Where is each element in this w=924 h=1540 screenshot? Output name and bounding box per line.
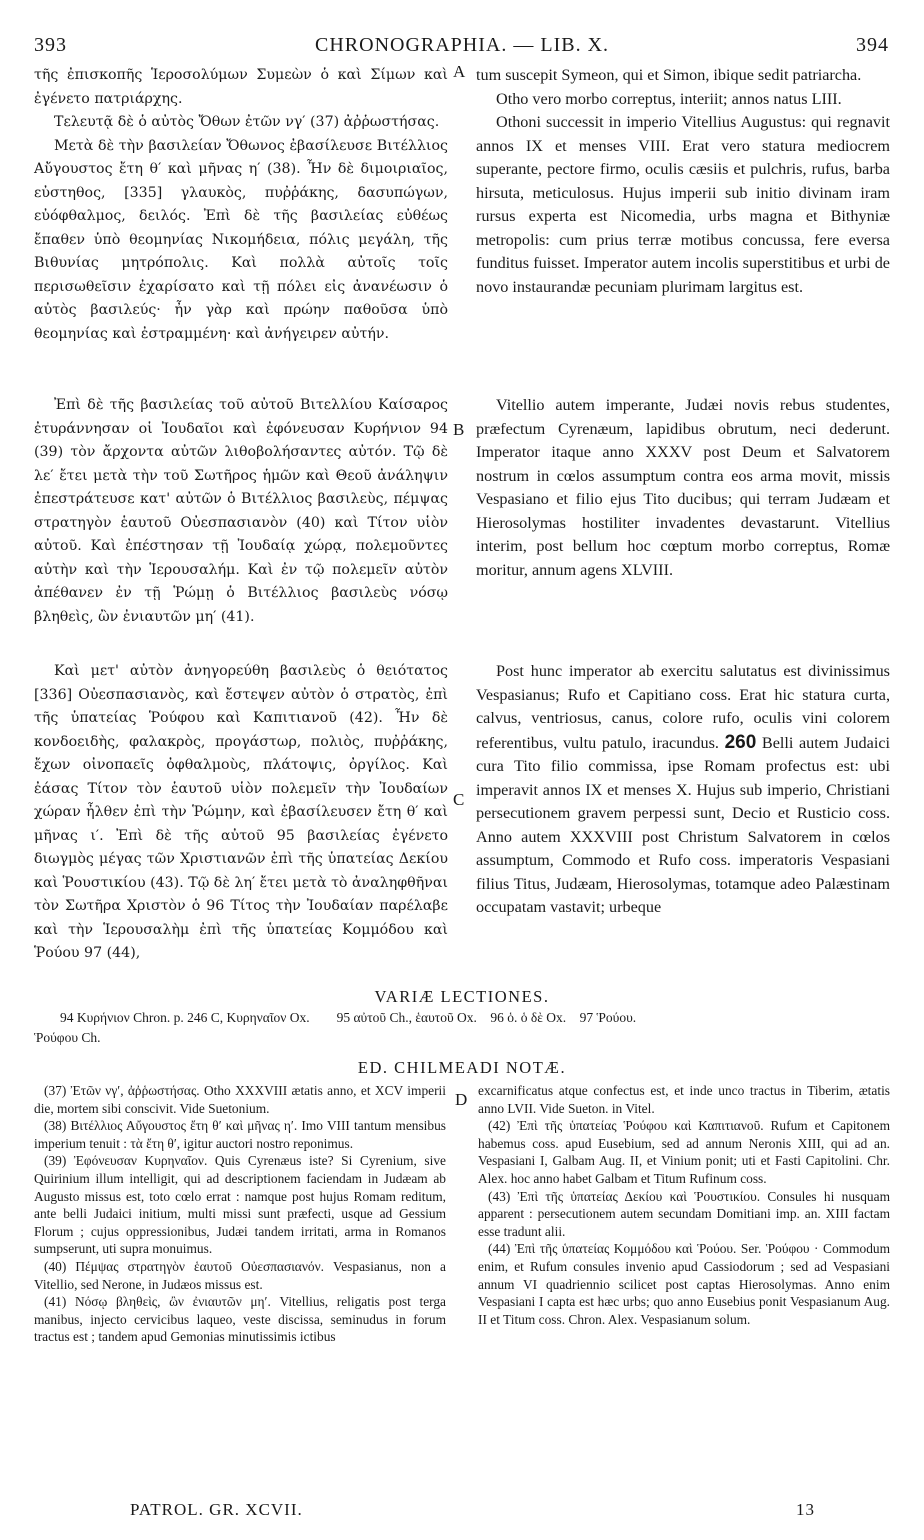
notes-column-left: [34, 1082, 446, 1346]
running-title: CHRONOGRAPHIA. — LIB. X.: [315, 34, 610, 56]
footer-volume: PATROL. GR. XCVII.: [130, 1500, 303, 1519]
latin-paragraph: tum suscepit Symeon, qui et Simon, ibique sedit patriarcha.: [476, 66, 862, 84]
latin-text: Post hunc imperator ab exercitu salutatus est divinissimus Vespasianus; Rufo et Capitiano coss. Erat hic statura curta, calvus, ventriosus, canus, colore rufo, oculis vini colorem referentibus, vultu patulo, iracundus.: [476, 662, 890, 752]
margin-marker-d: D: [455, 1090, 468, 1109]
greek-paragraph: Ἐπὶ δὲ τῆς βασιλείας τοῦ αὐτοῦ Βιτελλίου Καίσαρος ἐτυράννησαν οἱ Ἰουδαῖοι καὶ ἐφόνευσαν Κυρήνιον 94 (39) τὸν ἄρχοντα αὐτῶν λιθοβολήσαντες αὐτόν. Τῷ δὲ λε′ ἔτει μετὰ τὴν τοῦ Σωτῆρος ἡμῶν καὶ Θεοῦ ἀνάληψιν ἐπεστράτευσε κατ' αὐτῶν ὁ Βιτέλλιος βασιλεὺς, πέμψας στρατηγὸν ἑαυτοῦ Οὐεσπασιανὸν (40) καὶ Τίτον υἱὸν αὐτοῦ. Καὶ ἐπέστησαν τῇ Ἰουδαίᾳ χώρᾳ, πολεμοῦντες αὐτὴν καὶ τὴν Ἱερουσαλήμ. Καὶ ἐν τῷ πολεμεῖν αὐτὸν ἀπέθανεν ἐν τῇ Ῥώμῃ ὁ Βιτέλλιος βασιλεὺς νόσῳ βληθεὶς, ὢν ἐνιαυτῶν μη′ (41).: [34, 397, 448, 625]
greek-paragraph: Μετὰ δὲ τὴν βασιλείαν Ὄθωνος ἐβασίλευσε Βιτέλλιος Αὔγουστος ἔτη θ′ καὶ μῆνας η′ (38). Ἦν δὲ διμοιριαῖος, εὐστηθος, [335] γλαυκὸς, πυῤῥάκης, δασυπώγων, εὐόφθαλμος, δειλός. Ἐπὶ δὲ τῆς βασιλείας εὐθέως ἔπαθεν ὑπὸ θεομηνίας Νικομήδεια, πόλις μεγάλη, τῆς Βιθυνίας μητρόπολις. Καὶ πολλὰ αὐτοῖς τοῖς περισωθεῖσιν ἐχαρίσατο καὶ τῇ πόλει εἰς ἀνανέωσιν ὁ αὐτὸς βασιλεύς· ἦν γὰρ καὶ πρώην παθοῦσα ὑπὸ θεομηνίας καὶ ἐστραμμένη· καὶ ἀνήγειρεν αὐτήν.: [34, 137, 448, 342]
note: (39) Ἐφόνευσαν Κυρηναῖον. Quis Cyrenæus iste? Si Cyrenium, sive Quirinium illum intelligit, qui ad descriptionem faciendam in Judæam ab Augusto missus est, toto cœlo errat : namque post hujus Romam reditum, ante belli Judaici initium, multi missi sunt præfecti, usque ad Gessium Florum ; cujus oppressionibus, Judæi tandem irritati, arma in Romanos sumpserunt, uti supra monuimus.: [34, 1153, 446, 1257]
greek-text-column: [34, 64, 448, 346]
margin-marker-a: A: [453, 62, 466, 81]
note: (38) Βιτέλλιος Αὔγουστος ἔτη θ′ καὶ μῆνας η′. Imo VIII tantum mensibus imperium tenuit : τὰ ἔτη θ′, igitur auctori nostro reponimus.: [34, 1118, 446, 1151]
margin-marker-c: C: [453, 790, 465, 809]
margin-marker-b: B: [453, 420, 465, 439]
latin-text-column: [476, 394, 890, 582]
note: (43) Ἐπὶ τῆς ὑπατείας Δεκίου καὶ Ῥουστικίου. Consules hi nusquam apparent : persecutionem autem secundam Domitiani imp. an. XIII factam esse tradunt alii.: [478, 1188, 890, 1239]
variae-lectiones-heading: VARIÆ LECTIONES.: [374, 987, 550, 1006]
note: (41) Νόσῳ βληθεὶς, ὢν ἐνιαυτῶν μη′. Vitellius, religatis post terga manibus, injecto cervicibus laqueo, veste discissa, seminudus in forum tractus est ; tandem apud Gemonias minutissimis ictibus: [34, 1294, 446, 1345]
notes-column-right: [478, 1082, 890, 1328]
latin-paragraph: Vitellio autem imperante, Judæi novis rebus studentes, præfectum Cyrenæum, lapidibus obrutum, neci dederunt. Imperator itaque anno XXXV post Deum et Salvatorem nostrum in cœlos assumptum contra eos arma movit, missis Vespasiano et filio ejus Tito ducibus; qui terram Judæam et Hierosolymas hostiliter invadentes devastarunt. Vitellius interim, post bellum hoc cœptum morbo correptus, Romæ moritur, annum agens XLVIII.: [476, 396, 890, 579]
latin-text-column: [476, 660, 890, 920]
latin-paragraph: [476, 660, 890, 920]
note: (40) Πέμψας στρατηγὸν ἑαυτοῦ Οὐεσπασιανόν. Vespasianus, non a Vitellio, sed Nerone, in Judæos missus est.: [34, 1258, 446, 1292]
note: (42) Ἐπὶ τῆς ὑπατείας Ῥούφου καὶ Καπιτιανοῦ. Rufum et Capitonem habemus coss. apud Eusebium, sed ad annum Neronis XIII, qui ad an. Vespasiani I, Galbam Aug. II, et Vinium ponit; uti et Fasti Capitolini. Chr. Alex. hoc anno habet Galbam et Titum Rufinum coss.: [478, 1118, 890, 1186]
note: (37) Ἐτῶν νγ′, ἀῤῥωστήσας. Otho XXXVIII ætatis anno, et XCV imperii die, mortem sibi conscivit. Vide Suetonium.: [34, 1083, 446, 1116]
latin-paragraph: Othoni successit in imperio Vitellius Augustus: qui regnavit annos IX et menses VIII. Erat vero statura mediocrem superante, pectore firmo, oculis cæsiis et pulchris, rufus, barba hirsuta, meticulosus. Hujus imperii sub initio divinam iram rursus experta est Nicomedia, urbs magna et Bithyniæ metropolis: cum prius terræ motibus concussa, fere eversa funditus fuisset. Imperator autem incolis superstitibus et urbi de novo instaurandæ pecuniam plurimam largitus est.: [476, 113, 890, 296]
page-number-right: 394: [856, 34, 889, 56]
page-number-left: 393: [34, 34, 67, 56]
column-number: 260: [724, 731, 757, 753]
note: (44) Ἐπὶ τῆς ὑπατείας Κομμόδου καὶ Ῥούου. Ser. Ῥούφου · Commodum enim, et Rufum consules invenio apud Cassiodorum ; sed ad Vespasiani annum VI quadriennio scilicet post captas Hierosolymas. Anno enim Vespasiani I capta est hæc urbs; quo anno Eusebius ponit Vespasianum Aug. II et Titum coss. Chron. Alex. Vespasianum solum.: [478, 1241, 890, 1327]
footer-signature: 13: [796, 1500, 815, 1519]
variae-lectiones-line: 94 Κυρήνιον Chron. p. 246 C, Κυρηναῖον Ox. 95 αὐτοῦ Ch., ἑαυτοῦ Ox. 96 ὁ. ὁ δὲ Ox. 97 Ῥούου.: [60, 1010, 637, 1025]
latin-text: Belli autem Judaici cura Tito filio commissa, ipse Romam profectus est: ubi imperavit annos IX et menses X. Hujus sub imperio, Christiani persecutionem gravem perpessi sunt, Decio et Rusticio coss. Anno autem XXXVIII post Christum Salvatorem in cœlos assumptum, Commodo et Rufo coss. imperatoris Vespasiani filius Titus, Judæam, Hierosolymas, totamque adeo Palæstinam occupatam vastavit; urbeque: [476, 733, 891, 916]
variae-lectiones-line: Ῥούφου Ch.: [34, 1030, 101, 1045]
note: excarnificatus atque confectus est, et inde unco tractus in Tiberim, ætatis anno LVII. Vide Sueton. in Vitel.: [478, 1083, 890, 1116]
greek-text-column: [34, 660, 448, 966]
latin-text-column: [476, 64, 890, 299]
greek-paragraph: τῆς ἐπισκοπῆς Ἱεροσολύμων Συμεὼν ὁ καὶ Σίμων καὶ ἐγένετο πατριάρχης.: [34, 67, 448, 107]
greek-text-column: [34, 394, 448, 629]
latin-paragraph: Otho vero morbo correptus, interiit; annos natus LIII.: [496, 89, 842, 108]
greek-paragraph: Τελευτᾷ δὲ ὁ αὐτὸς Ὄθων ἐτῶν νγ′ (37) ἀῤῥωστήσας.: [54, 114, 440, 130]
notes-heading: ED. CHILMEADI NOTÆ.: [357, 1058, 567, 1077]
greek-paragraph: Καὶ μετ' αὐτὸν ἀνηγορεύθη βασιλεὺς ὁ θειότατος [336] Οὐεσπασιανὸς, καὶ ἔστεψεν αὐτὸν ὁ στρατὸς, ἐπὶ τῆς ὑπατείας Ῥούφου καὶ Καπιτιανοῦ (42). Ἦν δὲ κονδοειδὴς, φαλακρὸς, προγάστωρ, πολιὸς, πυῤῥάκης, ἔχων οἰνοπαεῖς ὀφθαλμοὺς, πλάτοψις, ὀργίλος. Καὶ ἐάσας Τίτον τὸν ἑαυτοῦ υἱὸν πολεμεῖν τὴν Ἰουδαίων χώραν ἦλθεν ἐπὶ τὴν Ῥώμην, καὶ ἐβασίλευσεν ἔτη θ′ καὶ μῆνας ι′. Ἐπὶ δὲ τῆς αὐτοῦ 95 βασιλείας ἐγένετο διωγμὸς μέγας τῶν Χριστιανῶν ἐπὶ τῆς ὑπατείας Δεκίου καὶ Ῥουστικίου (43). Τῷ δὲ λη′ ἔτει μετὰ τὸ ἀναληφθῆναι τὸν Σωτῆρα Χριστὸν ὁ 96 Τίτος τὴν Ἰουδαίαν παρέλαβε καὶ τὴν Ἱερουσαλὴμ ἐπὶ τῆς ὑπατείας Κομμόδου καὶ Ῥούου 97 (44),: [34, 663, 448, 961]
